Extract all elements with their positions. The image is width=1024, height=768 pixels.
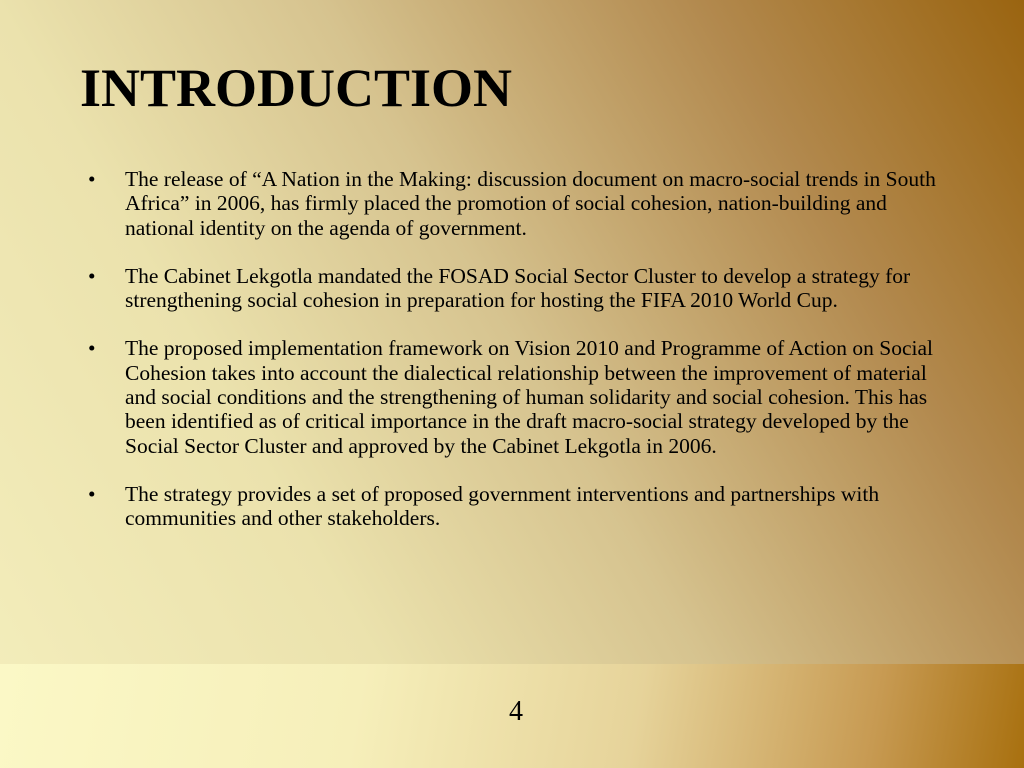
slide-title: INTRODUCTION <box>80 58 513 118</box>
bullet-item <box>88 482 948 531</box>
bullet-text: The Cabinet Lekgotla mandated the FOSAD Social Sector Cluster to develop a strategy for strengthening social cohesion in preparation for hosting the FIFA 2010 World Cup. <box>125 263 911 313</box>
bullet-icon: • <box>88 336 96 361</box>
bullet-item <box>88 336 948 457</box>
bullet-icon: • <box>88 167 96 191</box>
bullet-text: The strategy provides a set of proposed government interventions and partnerships with communities and other stakeholders. <box>125 481 880 531</box>
bullet-item <box>88 167 948 240</box>
bullet-text: The proposed implementation framework on Vision 2010 and Programme of Action on Social Cohesion takes into account the dialectical relationship between the improvement of material and social conditions and the strengthening of human solidarity and social cohesion. This has been identified as of critical importance in the draft macro-social strategy developed by the Social Sector Cluster and approved by the Cabinet Lekgotla in 2006. <box>125 336 933 458</box>
bullet-icon: • <box>88 481 96 506</box>
bullet-list <box>88 167 948 555</box>
page-number: 4 <box>509 696 523 727</box>
bullet-text: The release of “A Nation in the Making: discussion document on macro-social trends in South Africa” in 2006, has firmly placed the promotion of social cohesion, nation-building and national identity on the agenda of government. <box>125 167 936 240</box>
bullet-item <box>88 264 948 313</box>
bullet-icon: • <box>88 263 96 288</box>
